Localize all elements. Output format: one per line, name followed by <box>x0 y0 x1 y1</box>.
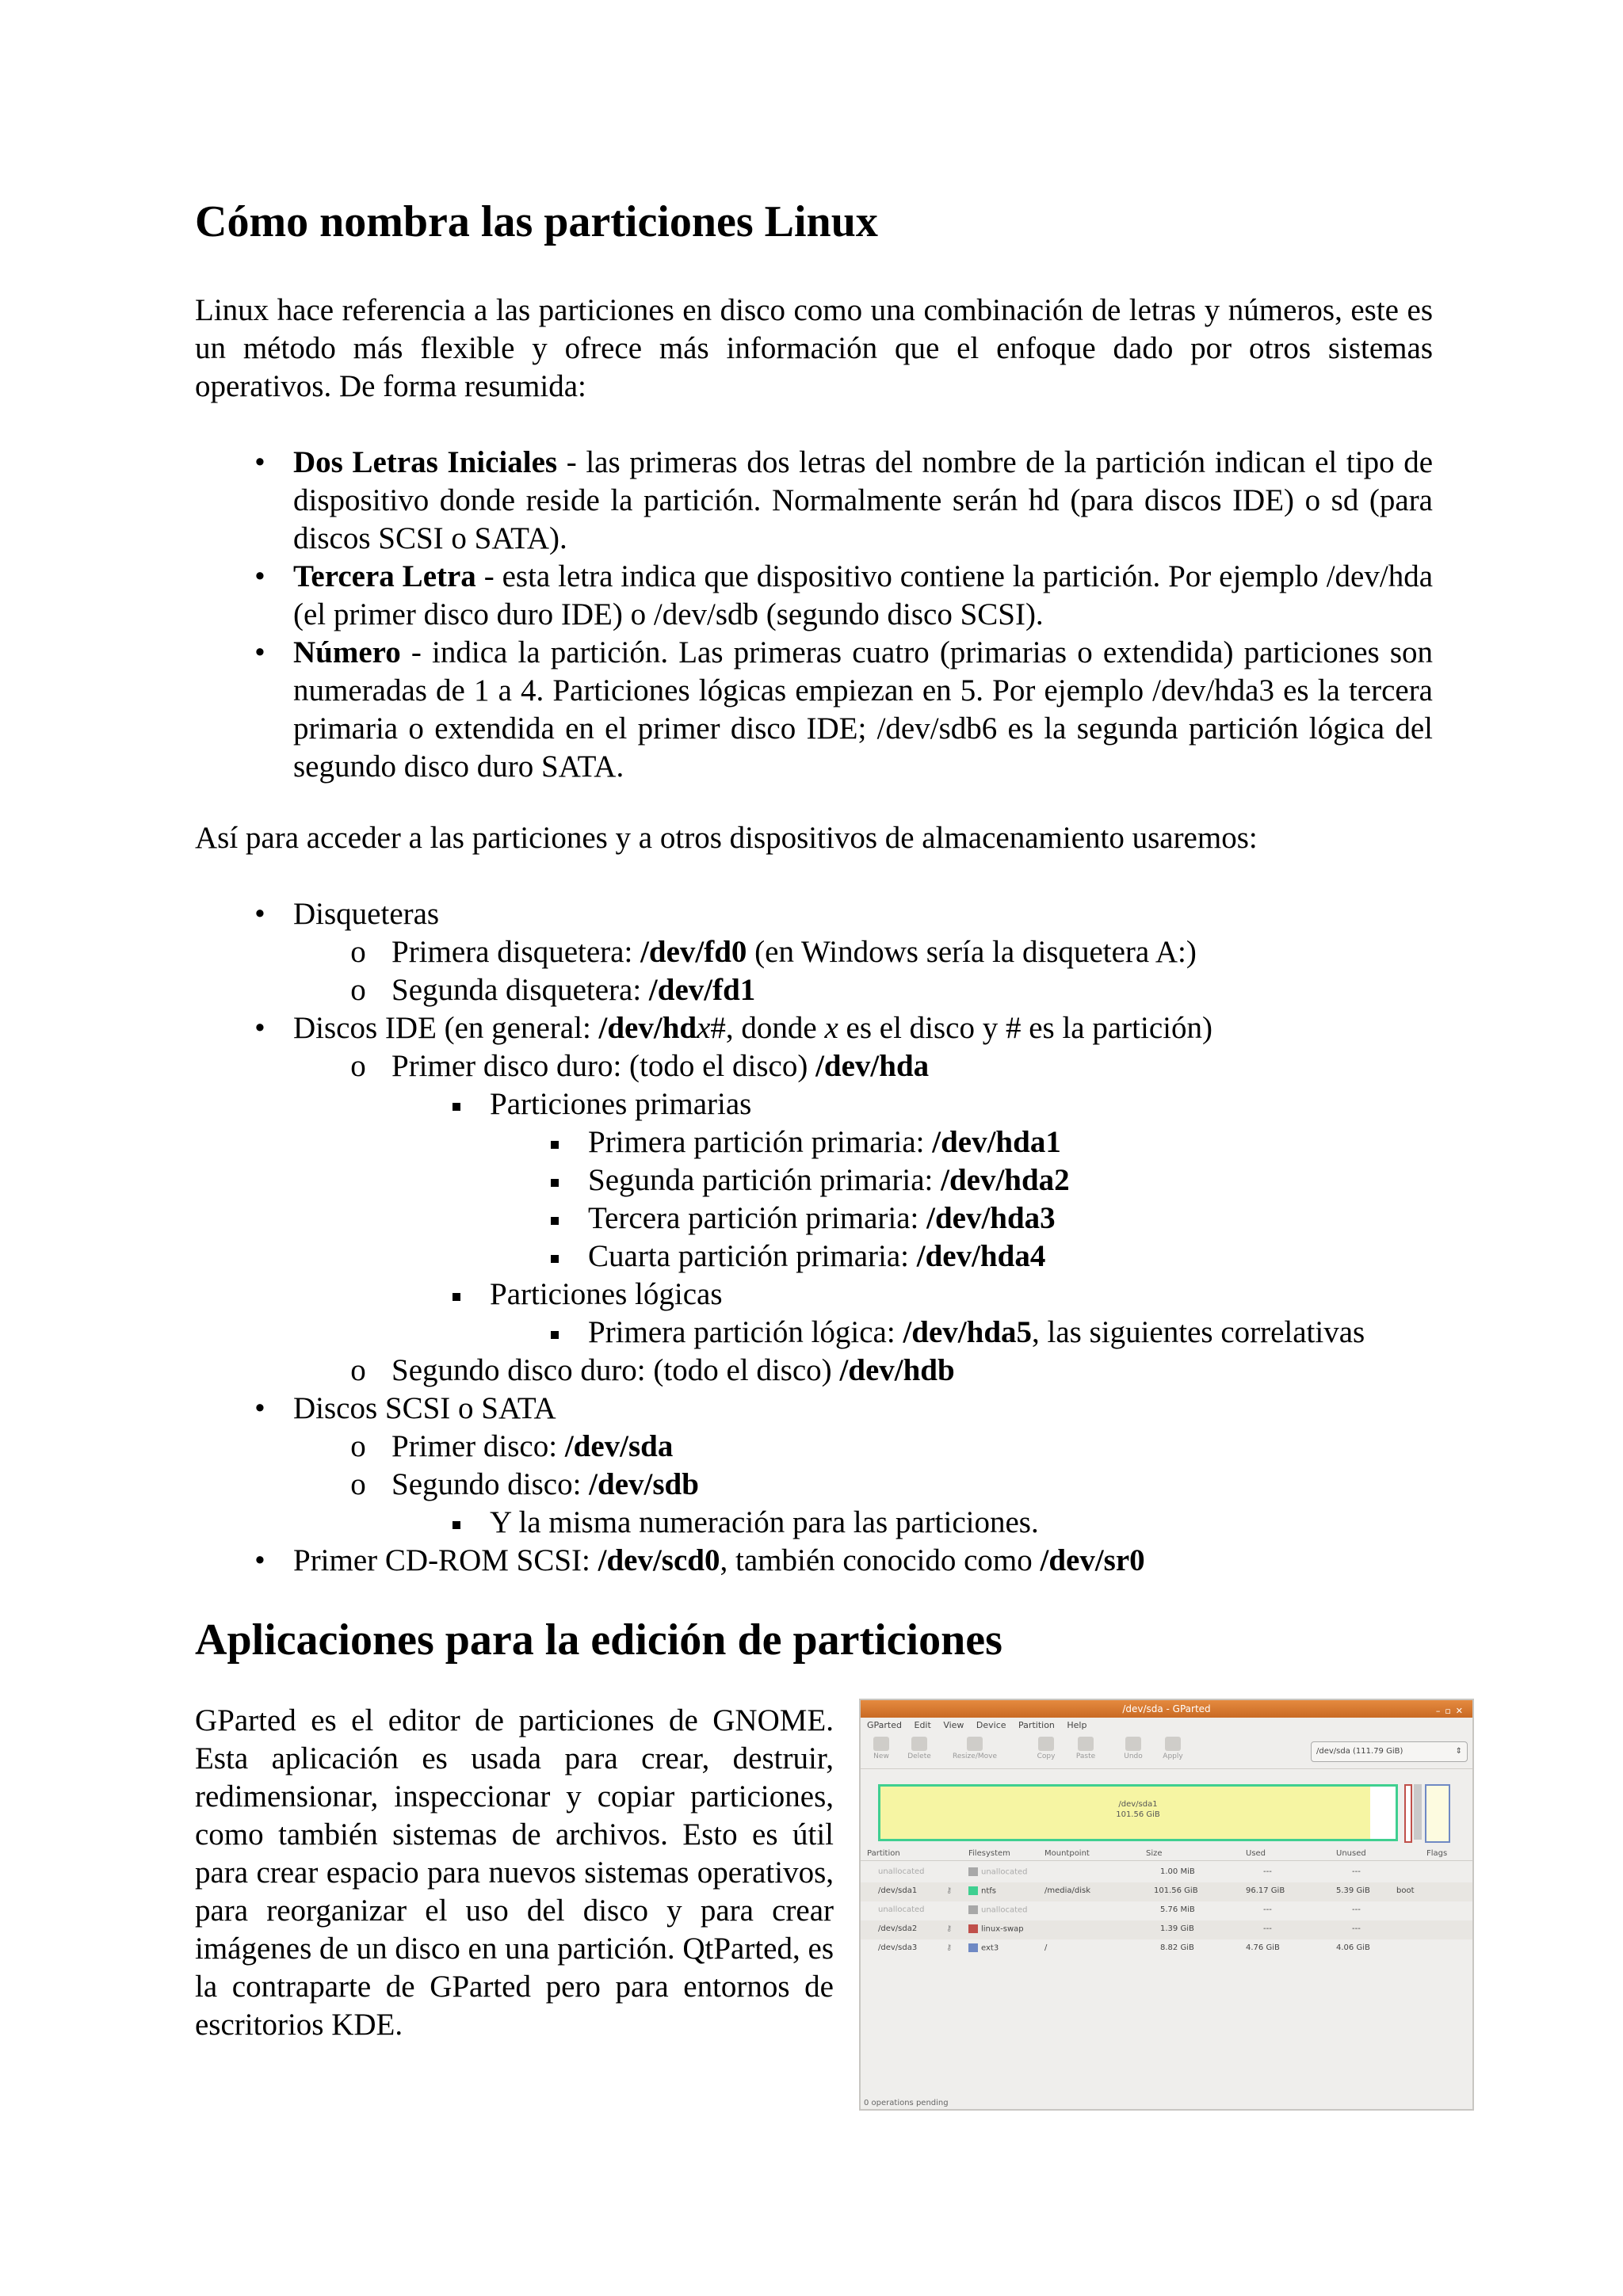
menu-device[interactable]: Device <box>976 1720 1006 1730</box>
device-selector-value: /dev/sda (111.79 GiB) <box>1316 1747 1403 1756</box>
bullet-square <box>539 1238 571 1276</box>
bullet-dot: • <box>254 1391 265 1425</box>
item-s1 <box>195 1428 1433 1466</box>
item-text: Particiones lógicas <box>490 1277 723 1311</box>
fs-color-swatch <box>968 1867 978 1876</box>
undo-button[interactable] <box>1116 1737 1151 1760</box>
cell-used: --- <box>1263 1867 1272 1876</box>
bullet-square <box>441 1504 472 1542</box>
cell-used: 96.17 GiB <box>1246 1886 1285 1895</box>
cell-partition: unallocated <box>878 1867 925 1876</box>
bullet-term: Tercera Letra <box>293 559 476 593</box>
device-path: /dev/hda3 <box>926 1201 1056 1235</box>
item-text: Disqueteras <box>293 897 440 931</box>
bullet-square <box>539 1314 571 1352</box>
bullet-text: - esta letra indica que dispositivo contiene la partición. Por ejemplo /dev/hda (el primer disco duro IDE) o /dev/sdb (segundo disco SCSI). <box>293 559 1434 631</box>
paste-label: Paste <box>1075 1753 1096 1760</box>
item-p4 <box>195 1238 1433 1276</box>
menu-edit[interactable]: Edit <box>914 1720 931 1730</box>
item-p2 <box>195 1161 1433 1199</box>
key-icon: ⚷ <box>946 1886 953 1895</box>
cell-partition: /dev/sda2 <box>878 1924 918 1933</box>
item-note: , las siguientes correlativas <box>1032 1315 1365 1349</box>
menu-partition[interactable]: Partition <box>1018 1720 1055 1730</box>
table-row[interactable] <box>861 1920 1472 1939</box>
item-text: Primer disco duro: (todo el disco) <box>391 1049 816 1083</box>
gparted-paragraph: GParted es el editor de particiones de GNOME. Esta aplicación es usada para crear, destruir, redimensionar, inspeccionar y copiar particiones, como también sistemas de archivos. Esto es útil para crear espacio para nuevos sistemas operativos, para reorganizar el uso del disco y para crear imágenes de un disco en una partición. QtParted, es la contraparte de GParted pero para entornos de escritorios KDE. <box>195 1703 834 2042</box>
item-text: Discos SCSI o SATA <box>293 1391 556 1425</box>
item-p3 <box>195 1199 1433 1238</box>
resize-icon <box>967 1737 983 1751</box>
item-text: Segundo disco: <box>391 1467 590 1501</box>
bullet-dot: • <box>254 635 265 669</box>
item-text: Particiones primarias <box>490 1087 752 1121</box>
unallocated-block[interactable] <box>1414 1784 1422 1840</box>
apply-label: Apply <box>1163 1753 1183 1760</box>
bullet-circle: o <box>350 1353 366 1387</box>
device-path: /dev/hda4 <box>916 1239 1046 1273</box>
cell-flags: boot <box>1396 1886 1415 1895</box>
undo-icon <box>1125 1737 1141 1751</box>
table-row[interactable] <box>861 1882 1472 1901</box>
item-floppy <box>195 895 1433 933</box>
cell-size: 101.56 GiB <box>1154 1886 1198 1895</box>
device-path: /dev/hd <box>598 1011 697 1045</box>
cell-unused: --- <box>1352 1924 1361 1933</box>
partition-map <box>878 1784 1450 1840</box>
toolbar <box>861 1733 1472 1769</box>
new-button[interactable] <box>864 1737 899 1760</box>
italic-x: x <box>824 1011 838 1045</box>
item-text: Segundo disco duro: (todo el disco) <box>391 1353 840 1387</box>
item-text: Primer disco: <box>391 1429 565 1463</box>
cell-partition: unallocated <box>878 1905 925 1914</box>
bullet-text: - indica la partición. Las primeras cuatro (primarias o extendida) particiones son numeradas de 1 a 4. Particiones lógicas empiezan en 5. Por ejemplo /dev/hda3 es la tercera primaria o extendida en el primer disco IDE; /dev/sdb6 es la segunda partición lógica del segundo disco duro SATA. <box>293 635 1433 784</box>
fs-label: ntfs <box>981 1886 996 1896</box>
status-bar: 0 operations pending <box>864 2099 949 2107</box>
fs-label: linux-swap <box>981 1924 1024 1934</box>
cell-partition: /dev/sda1 <box>878 1886 918 1895</box>
device-path: /dev/sr0 <box>1040 1543 1145 1577</box>
bullet-dot: • <box>254 1011 265 1045</box>
device-path: /dev/fd1 <box>648 973 756 1007</box>
item-text: Tercera partición primaria: <box>588 1201 927 1235</box>
cell-unused: --- <box>1352 1905 1361 1914</box>
device-path: /dev/hda5 <box>903 1315 1033 1349</box>
cell-used: 4.76 GiB <box>1246 1943 1280 1952</box>
intro-paragraph: Linux hace referencia a las particiones en disco como una combinación de letras y números, este es un método más flexible y ofrece más información que el enfoque dado por otros sistemas operativos. De forma resumida: <box>195 293 1433 403</box>
new-icon <box>873 1737 889 1751</box>
fs-color-swatch <box>968 1886 978 1895</box>
item-text: , también conocido como <box>720 1543 1041 1577</box>
bullet-term: Dos Letras Iniciales <box>293 445 558 479</box>
col-flags[interactable]: Flags <box>1426 1849 1448 1858</box>
bullet-two-letters <box>195 444 1433 558</box>
bullet-square <box>441 1085 472 1123</box>
col-unused[interactable]: Unused <box>1336 1849 1366 1858</box>
italic-x: x <box>697 1011 711 1045</box>
fs-label: unallocated <box>981 1867 1028 1877</box>
item-scsi <box>195 1390 1433 1428</box>
item-floppy1 <box>195 933 1433 971</box>
item-s2 <box>195 1466 1433 1504</box>
bullet-circle: o <box>350 935 366 969</box>
cell-size: 1.39 GiB <box>1160 1924 1194 1933</box>
table-row[interactable] <box>861 1901 1472 1920</box>
device-path: /dev/hda1 <box>932 1125 1061 1159</box>
col-mountpoint[interactable]: Mountpoint <box>1044 1849 1090 1858</box>
fs-color-swatch <box>968 1905 978 1914</box>
bullet-circle: o <box>350 1049 366 1083</box>
item-p1 <box>195 1123 1433 1161</box>
copy-label: Copy <box>1037 1753 1056 1760</box>
table-row[interactable] <box>861 1939 1472 1958</box>
delete-button[interactable] <box>902 1737 937 1760</box>
fs-label: unallocated <box>981 1905 1028 1915</box>
bullet-dot: • <box>254 559 265 593</box>
item-text: Y la misma numeración para las particiones. <box>490 1505 1039 1539</box>
partition-sda3-block[interactable] <box>1425 1784 1450 1843</box>
map-size: 101.56 GiB <box>1116 1810 1160 1819</box>
cell-unused: --- <box>1352 1867 1361 1876</box>
item-text: #, donde <box>710 1011 825 1045</box>
cell-used: --- <box>1263 1924 1272 1933</box>
cell-filesystem <box>968 1867 1028 1877</box>
menu-help[interactable]: Help <box>1067 1720 1087 1730</box>
key-icon: ⚷ <box>946 1924 953 1933</box>
naming-bullets <box>195 444 1433 786</box>
cell-filesystem <box>968 1886 996 1896</box>
item-text: Cuarta partición primaria: <box>588 1239 917 1273</box>
item-s2-note <box>195 1504 1433 1542</box>
heading-partition-apps: Aplicaciones para la edición de particiones <box>195 1615 1002 1665</box>
cell-filesystem <box>968 1943 999 1953</box>
partition-sda2-block[interactable] <box>1404 1784 1412 1843</box>
item-cdrom <box>195 1542 1433 1580</box>
map-label: /dev/sda1 <box>1118 1800 1158 1809</box>
new-label: New <box>873 1753 889 1760</box>
access-intro: Así para acceder a las particiones y a otros dispositivos de almacenamiento usaremos: <box>195 821 1258 855</box>
cell-size: 1.00 MiB <box>1160 1867 1195 1876</box>
bullet-third-letter <box>195 558 1433 634</box>
item-logicals <box>195 1276 1433 1314</box>
copy-button[interactable] <box>1029 1737 1064 1760</box>
item-text: es el disco y # es la partición) <box>838 1011 1212 1045</box>
item-text: Primera partición primaria: <box>588 1125 933 1159</box>
chevron-down-icon: ⇕ <box>1455 1747 1462 1756</box>
device-list <box>195 895 1433 1580</box>
device-path: /dev/hda <box>815 1049 930 1083</box>
resize-label: Resize/Move <box>952 1753 997 1760</box>
item-l1 <box>195 1314 1433 1352</box>
apply-icon <box>1165 1737 1181 1751</box>
col-partition[interactable]: Partition <box>867 1849 900 1858</box>
cell-used: --- <box>1263 1905 1272 1914</box>
fs-color-swatch <box>968 1924 978 1933</box>
bullet-circle: o <box>350 1467 366 1501</box>
fs-label: ext3 <box>981 1943 999 1953</box>
cell-size: 5.76 MiB <box>1160 1905 1195 1914</box>
copy-icon <box>1038 1737 1054 1751</box>
device-path: /dev/scd0 <box>598 1543 720 1577</box>
device-selector[interactable] <box>1311 1741 1468 1762</box>
bullet-dot: • <box>254 445 265 479</box>
apply-button[interactable] <box>1155 1737 1190 1760</box>
window-titlebar <box>861 1700 1472 1718</box>
paste-icon <box>1078 1737 1094 1751</box>
bullet-square <box>539 1123 571 1161</box>
window-controls: –▫✕ <box>1435 1706 1468 1716</box>
bullet-square <box>539 1161 571 1199</box>
bullet-square <box>539 1199 571 1238</box>
device-path: /dev/hdb <box>839 1353 955 1387</box>
paste-button[interactable] <box>1068 1737 1103 1760</box>
cell-mount: / <box>1044 1943 1048 1952</box>
device-path: /dev/hda2 <box>941 1163 1070 1197</box>
table-row[interactable] <box>861 1863 1472 1882</box>
device-path: /dev/fd0 <box>640 935 747 969</box>
device-path: /dev/sdb <box>589 1467 699 1501</box>
fs-color-swatch <box>968 1943 978 1952</box>
cell-partition: /dev/sda3 <box>878 1943 918 1952</box>
bullet-text: - las primeras dos letras del nombre de la partición indican el tipo de dispositivo donde reside la partición. Normalmente serán hd (para discos IDE) o sd (para discos SCSI o SATA). <box>293 445 1434 555</box>
menu-gparted[interactable]: GParted <box>867 1720 902 1730</box>
table-header <box>861 1848 1472 1861</box>
item-text: Segunda partición primaria: <box>588 1163 941 1197</box>
cell-unused: 5.39 GiB <box>1336 1886 1370 1895</box>
cell-unused: 4.06 GiB <box>1336 1943 1370 1952</box>
bullet-term: Número <box>293 635 401 669</box>
item-text: Primera disquetera: <box>391 935 641 969</box>
key-icon: ⚷ <box>946 1943 953 1952</box>
col-size[interactable]: Size <box>1146 1849 1163 1858</box>
heading-linux-partitions: Cómo nombra las particiones Linux <box>195 197 878 246</box>
bullet-square <box>441 1276 472 1314</box>
cell-size: 8.82 GiB <box>1160 1943 1194 1952</box>
bullet-dot: • <box>254 897 265 931</box>
item-text: Segunda disquetera: <box>391 973 649 1007</box>
bullet-circle: o <box>350 1429 366 1463</box>
item-hd1 <box>195 1047 1433 1085</box>
bullet-circle: o <box>350 973 366 1007</box>
bullet-number <box>195 634 1433 786</box>
delete-icon <box>911 1737 927 1751</box>
item-hd2 <box>195 1352 1433 1390</box>
menu-view[interactable]: View <box>943 1720 964 1730</box>
cell-filesystem <box>968 1905 1028 1915</box>
partition-sda1-block[interactable] <box>878 1784 1398 1841</box>
resize-move-button[interactable] <box>949 1737 1000 1760</box>
menubar <box>861 1718 1472 1733</box>
device-path: /dev/sda <box>564 1429 674 1463</box>
cell-mount: /media/disk <box>1044 1886 1091 1895</box>
delete-label: Delete <box>907 1753 931 1760</box>
item-note: (en Windows sería la disquetera A:) <box>747 935 1197 969</box>
cell-filesystem <box>968 1924 1024 1934</box>
col-used[interactable]: Used <box>1246 1849 1266 1858</box>
bullet-dot: • <box>254 1543 265 1577</box>
item-text: Discos IDE (en general: <box>293 1011 599 1045</box>
item-floppy2 <box>195 971 1433 1009</box>
window-title: /dev/sda - GParted <box>1122 1703 1211 1714</box>
undo-label: Undo <box>1124 1753 1143 1760</box>
item-text: Primera partición lógica: <box>588 1315 903 1349</box>
col-filesystem[interactable]: Filesystem <box>968 1849 1010 1858</box>
item-text: Primer CD-ROM SCSI: <box>293 1543 598 1577</box>
item-ide <box>195 1009 1433 1047</box>
item-primaries <box>195 1085 1433 1123</box>
gparted-screenshot <box>859 1699 1474 2111</box>
